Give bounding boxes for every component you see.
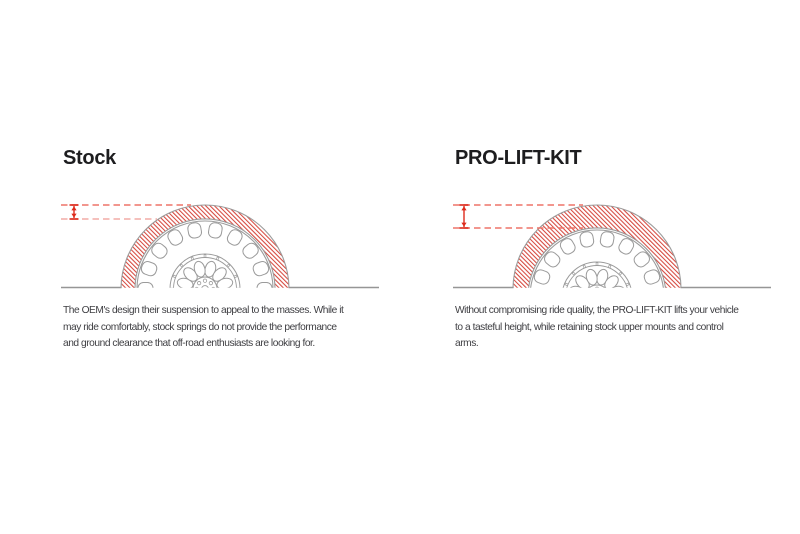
arrow-down-icon: [71, 214, 76, 218]
stock-wheel-diagram: [55, 183, 385, 290]
pro-lift-kit-title: PRO-LIFT-KIT: [455, 147, 582, 169]
pro-lift-kit-description-line: arms.: [455, 338, 479, 349]
panel-stock: [55, 145, 389, 353]
lift-clearance-indicator: [460, 205, 469, 228]
wheel-and-fender-group: [121, 205, 289, 290]
stock-description-line: and ground clearance that off-road enthusiasts are looking for.: [63, 338, 315, 349]
pro-lift-kit-wheel-diagram: [447, 183, 777, 290]
pro-lift-kit-description-line: Without compromising ride quality, the PRO-LIFT-KIT lifts your vehicle: [455, 305, 739, 316]
pro-lift-kit-illustration: [447, 183, 777, 290]
pro-lift-kit-description: [455, 303, 781, 353]
stock-title: Stock: [63, 147, 116, 169]
lift-clearance-indicator: [70, 205, 79, 219]
pro-lift-kit-description-line: to a tasteful height, while retaining stock upper mounts and control: [455, 321, 724, 333]
arrow-down-icon: [461, 223, 466, 227]
stock-illustration: [55, 183, 385, 290]
stock-description: [63, 303, 389, 353]
wheel-and-fender-group: [513, 205, 681, 290]
stock-description-line: may ride comfortably, stock springs do not provide the performance: [63, 321, 337, 333]
arrow-up-icon: [71, 206, 76, 210]
stock-description-line: The OEM's design their suspension to appeal to the masses. While it: [63, 305, 344, 316]
arrow-up-icon: [461, 206, 466, 210]
panel-pro-lift-kit: [447, 145, 781, 353]
